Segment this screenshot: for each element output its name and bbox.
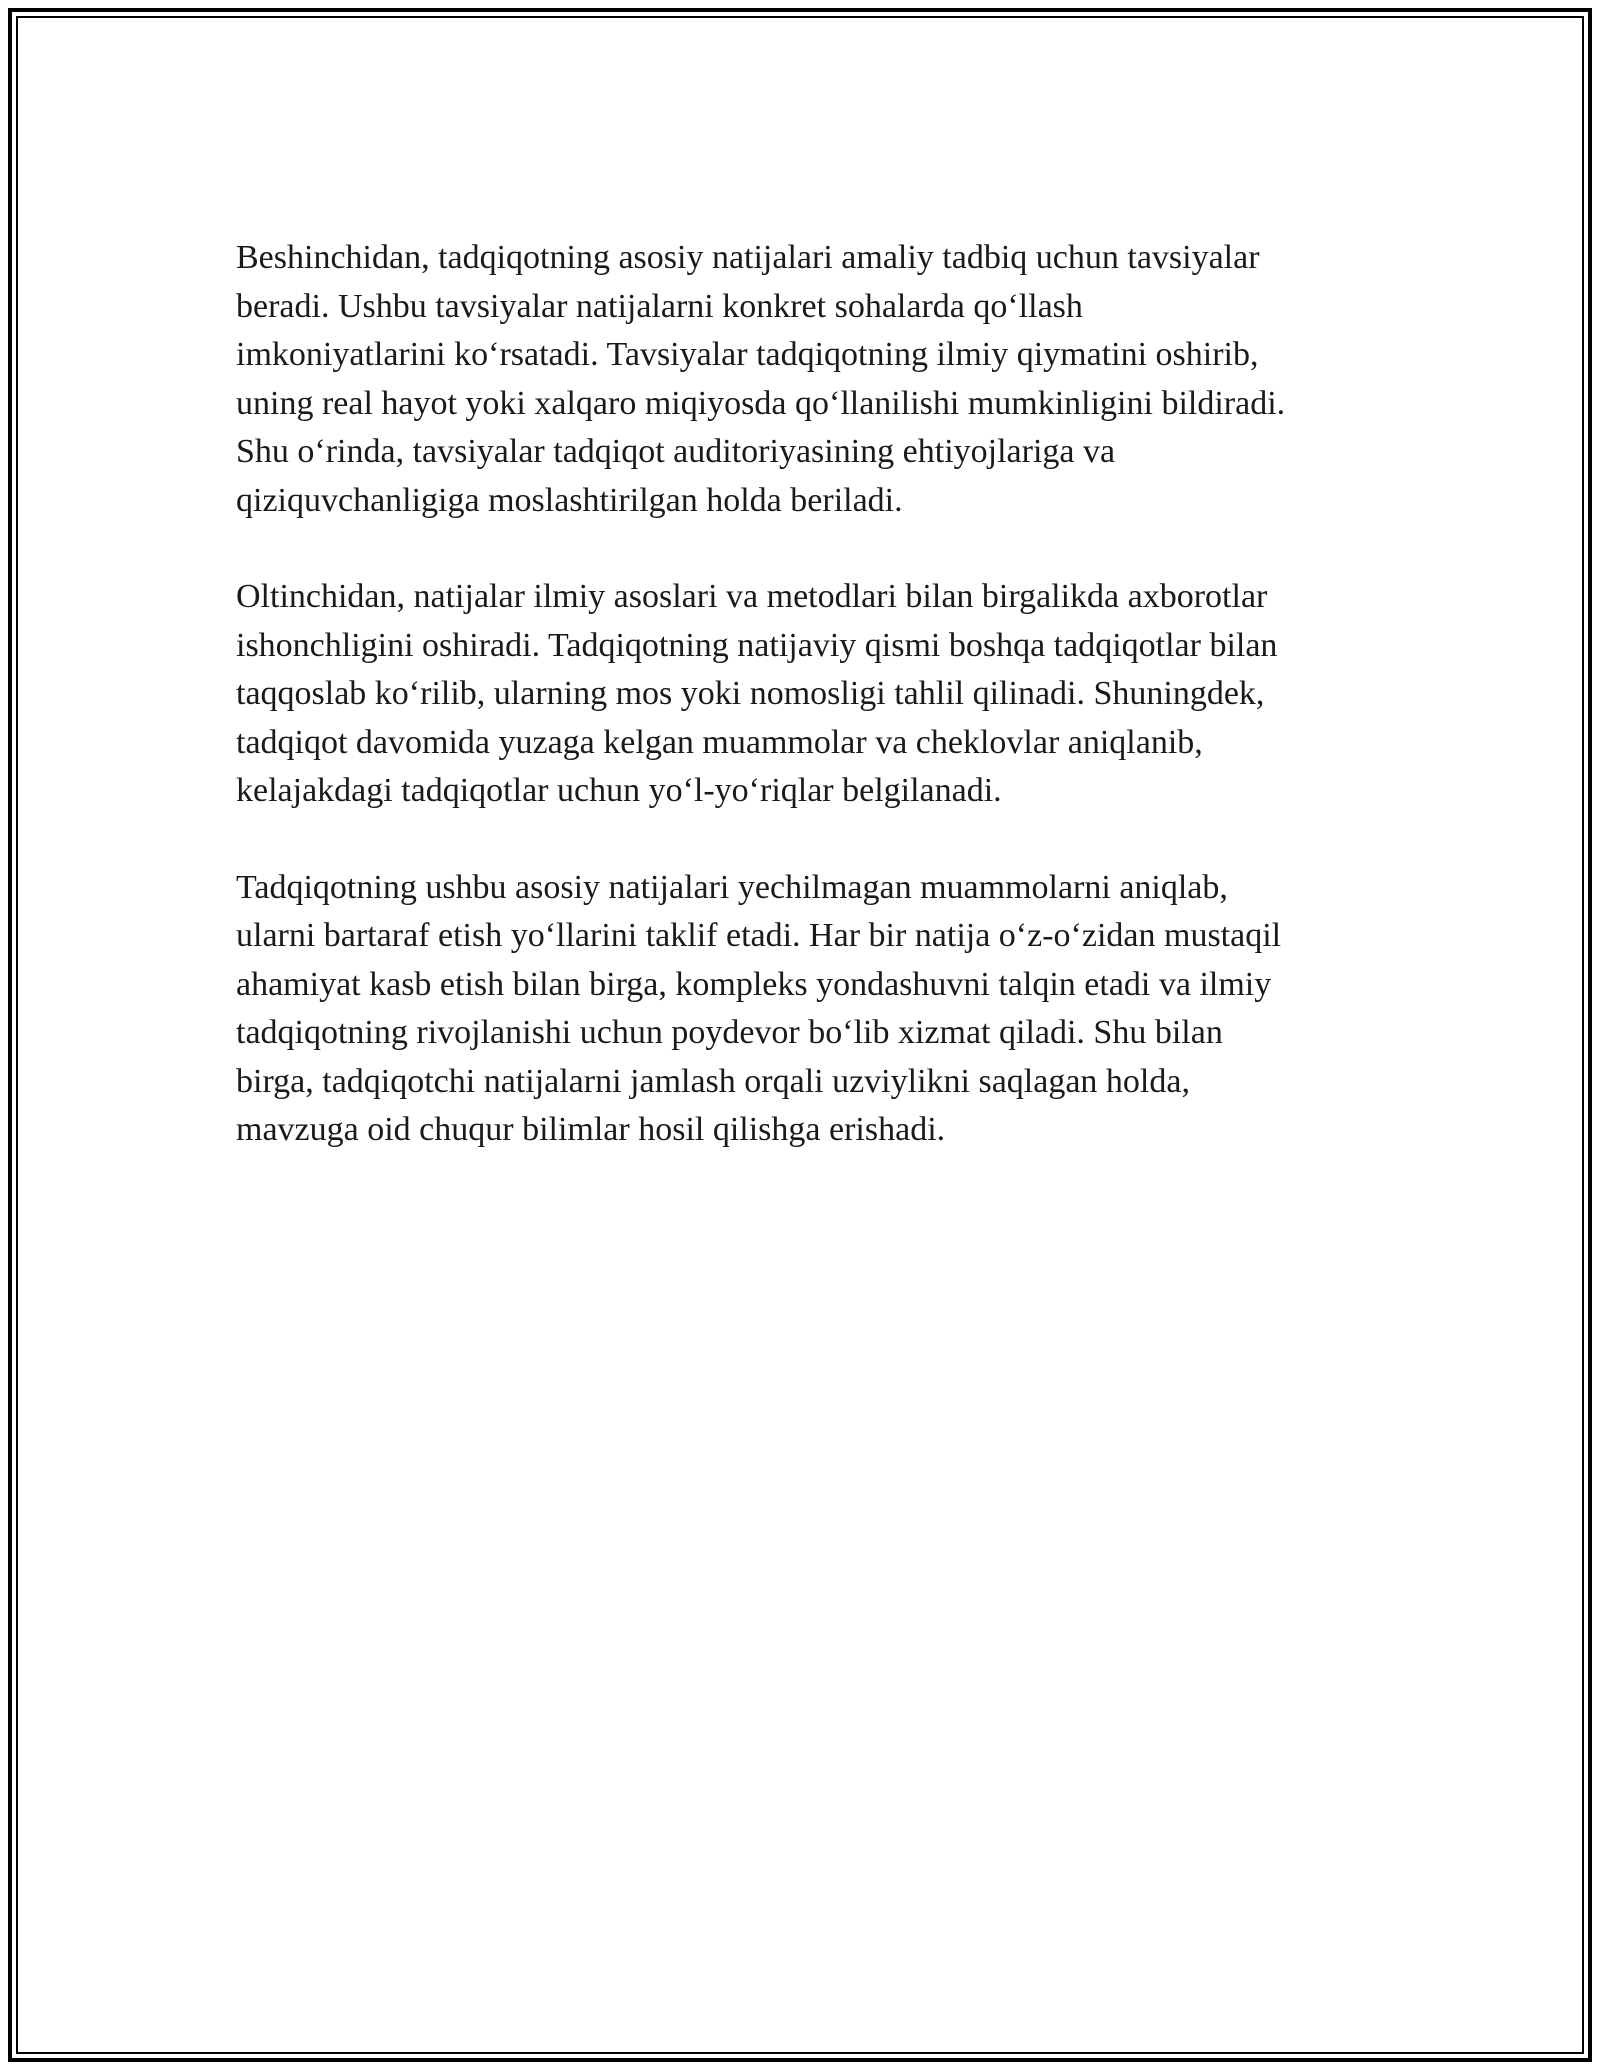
paragraph-2 (236, 573, 1376, 816)
text-line: birga, tadqiqotchi natijalarni jamlash orqali uzviylikni saqlagan holda, (236, 1062, 1190, 1100)
text-line: qiziquvchanligiga moslashtirilgan holda beriladi. (236, 481, 903, 519)
text-line: Shu o‘rinda, tavsiyalar tadqiqot auditoriyasining ehtiyojlariga va (236, 433, 1116, 470)
document-body (236, 234, 1376, 1203)
paragraph-3 (236, 864, 1376, 1155)
text-line: imkoniyatlarini ko‘rsatadi. Tavsiyalar tadqiqotning ilmiy qiymatini oshirib, (236, 336, 1259, 373)
text-line: ularni bartaraf etish yo‘llarini taklif etadi. Har bir natija o‘z-o‘zidan mustaqil (236, 917, 1282, 954)
text-line: Oltinchidan, natijalar ilmiy asoslari va metodlari bilan birgalikda axborotlar (236, 578, 1268, 615)
text-line: tadqiqot davomida yuzaga kelgan muammolar va cheklovlar aniqlanib, (236, 723, 1203, 761)
text-line: Beshinchidan, tadqiqotning asosiy natijalari amaliy tadbiq uchun tavsiyalar (236, 239, 1260, 276)
text-line: uning real hayot yoki xalqaro miqiyosda qo‘llanilishi mumkinligini bildiradi. (236, 384, 1286, 422)
text-line: ahamiyat kasb etish bilan birga, kompleks yondashuvni talqin etadi va ilmiy (236, 965, 1272, 1003)
text-line: tadqiqotning rivojlanishi uchun poydevor bo‘lib xizmat qiladi. Shu bilan (236, 1014, 1223, 1051)
paragraph-1 (236, 234, 1376, 525)
text-line: beradi. Ushbu tavsiyalar natijalarni konkret sohalarda qo‘llash (236, 287, 1083, 325)
text-line: taqqoslab ko‘rilib, ularning mos yoki nomosligi tahlil qilinadi. Shuningdek, (236, 675, 1265, 712)
text-line: ishonchligini oshiradi. Tadqiqotning natijaviy qismi boshqa tadqiqotlar bilan (236, 626, 1278, 664)
text-line: mavzuga oid chuqur bilimlar hosil qilishga erishadi. (236, 1111, 946, 1148)
text-line: Tadqiqotning ushbu asosiy natijalari yechilmagan muammolarni aniqlab, (236, 868, 1228, 906)
text-line: kelajakdagi tadqiqotlar uchun yo‘l-yo‘riqlar belgilanadi. (236, 772, 1002, 809)
